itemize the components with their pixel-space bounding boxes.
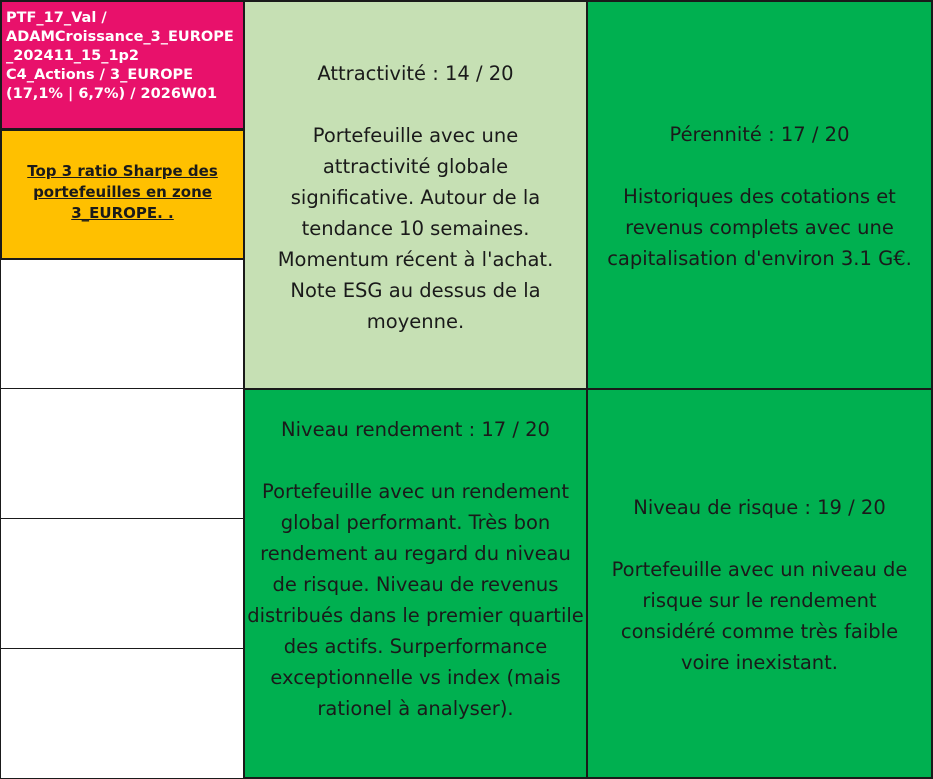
attractivite-heading: Attractivité : 14 / 20 xyxy=(317,62,514,85)
perennite-text: Historiques des cotations et revenus complets avec une capitalisation d'environ 3.1 G€. xyxy=(607,185,912,270)
sharpe-badge xyxy=(0,129,245,260)
rendement-text: Portefeuille avec un rendement global performant. Très bon rendement au regard du niveau de risque. Niveau de revenus distribués dans le premier quartile des actifs. Surperformance exceptionnelle vs index (mais rationel à analyser). xyxy=(247,480,584,720)
title-line: (17,1% | 6,7%) / 2026W01 xyxy=(6,86,218,102)
rendement-panel xyxy=(243,388,588,779)
attractivite-panel xyxy=(243,0,588,390)
empty-cell xyxy=(0,518,245,650)
perennite-content xyxy=(588,119,931,274)
perennite-heading: Pérennité : 17 / 20 xyxy=(669,123,850,146)
sharpe-badge-text: Top 3 ratio Sharpe des portefeuilles en zone 3_EUROPE. . xyxy=(27,162,218,222)
rendement-heading: Niveau rendement : 17 / 20 xyxy=(281,418,550,441)
portfolio-title-block xyxy=(0,0,245,130)
empty-cell xyxy=(0,648,245,779)
attractivite-content xyxy=(245,58,586,337)
title-line: _202411_15_1p2 xyxy=(6,48,140,64)
risque-panel xyxy=(586,388,933,779)
title-line: ADAMCroissance_3_EUROPE xyxy=(6,29,234,45)
perennite-panel xyxy=(586,0,933,390)
rendement-content xyxy=(245,414,586,724)
title-line: C4_Actions / 3_EUROPE xyxy=(6,67,194,83)
attractivite-text: Portefeuille avec une attractivité globale significative. Autour de la tendance 10 semaines. Momentum récent à l'achat. Note ESG au dessus de la moyenne. xyxy=(277,124,554,333)
empty-cell xyxy=(0,388,245,520)
risque-heading: Niveau de risque : 19 / 20 xyxy=(633,496,886,519)
empty-cell xyxy=(0,259,245,390)
risque-content xyxy=(588,492,931,678)
title-line: PTF_17_Val / xyxy=(6,10,107,26)
risque-text: Portefeuille avec un niveau de risque sur le rendement considéré comme très faible voire inexistant. xyxy=(611,558,908,674)
